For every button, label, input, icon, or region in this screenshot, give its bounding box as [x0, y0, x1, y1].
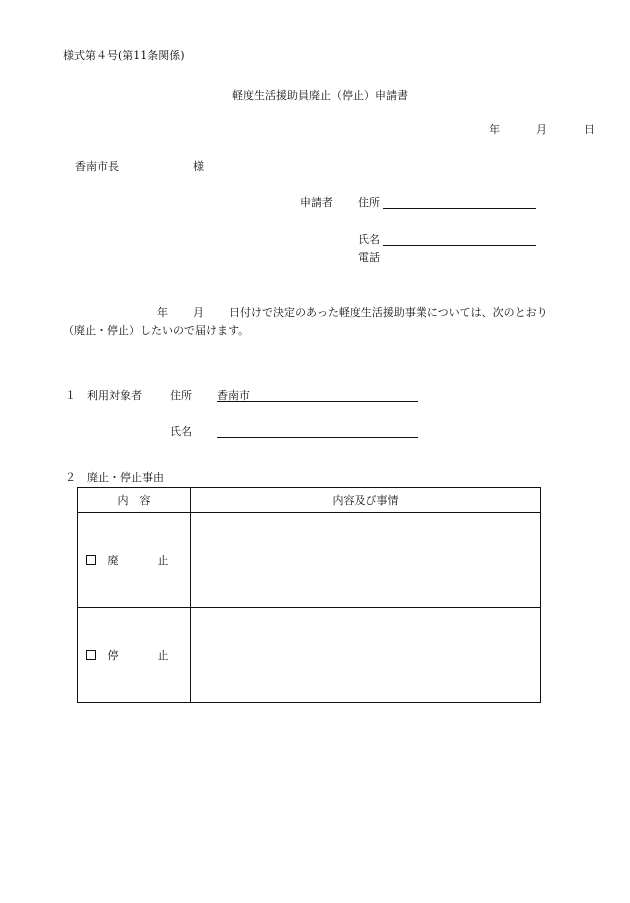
section1-name-field[interactable]: [217, 437, 418, 438]
abolish-details-cell[interactable]: [191, 513, 541, 608]
section2-heading: ２ 廃止・停止事由: [65, 471, 164, 484]
row-suspend: [78, 608, 191, 703]
applicant-label: 申請者: [300, 196, 333, 209]
body-line2: （廃止・停止）したいので届けます。: [63, 324, 250, 337]
form-number: 様式第４号(第11条関係): [63, 49, 185, 62]
reason-table: [77, 487, 541, 703]
col-header-content: 内 容: [78, 488, 191, 513]
suspend-details-cell[interactable]: [191, 608, 541, 703]
table-row: [78, 608, 541, 703]
applicant-address-field[interactable]: [383, 208, 536, 209]
col-header-details: 内容及び事情: [191, 488, 541, 513]
section1-address-label: 住所: [170, 389, 192, 402]
page-title: 軽度生活援助員廃止（停止）申請書: [232, 89, 408, 102]
suspend-label: 停 止: [107, 649, 183, 662]
addressee-honorific: 様: [193, 160, 204, 173]
section1-heading: １ 利用対象者: [65, 389, 142, 402]
body-year: 年: [157, 306, 168, 319]
table-row: [78, 513, 541, 608]
table-header-row: [78, 488, 541, 513]
date-day-label: 日: [584, 123, 595, 136]
date-year-label: 年: [489, 123, 500, 136]
row-abolish: [78, 513, 191, 608]
applicant-phone-label: 電話: [358, 251, 380, 264]
body-line1: 日付けで決定のあった軽度生活援助事業については、次のとおり: [229, 306, 548, 319]
applicant-address-label: 住所: [358, 196, 380, 209]
section1-address-field[interactable]: [217, 401, 418, 402]
section1-name-label: 氏名: [170, 425, 192, 438]
body-month: 月: [193, 306, 204, 319]
abolish-checkbox[interactable]: [86, 555, 96, 565]
applicant-name-field[interactable]: [383, 245, 536, 246]
section1-address-value: 香南市: [217, 389, 250, 402]
date-month-label: 月: [536, 123, 547, 136]
abolish-label: 廃 止: [107, 554, 183, 567]
suspend-checkbox[interactable]: [86, 650, 96, 660]
addressee-name: 香南市長: [75, 160, 119, 173]
applicant-name-label: 氏名: [358, 233, 380, 246]
